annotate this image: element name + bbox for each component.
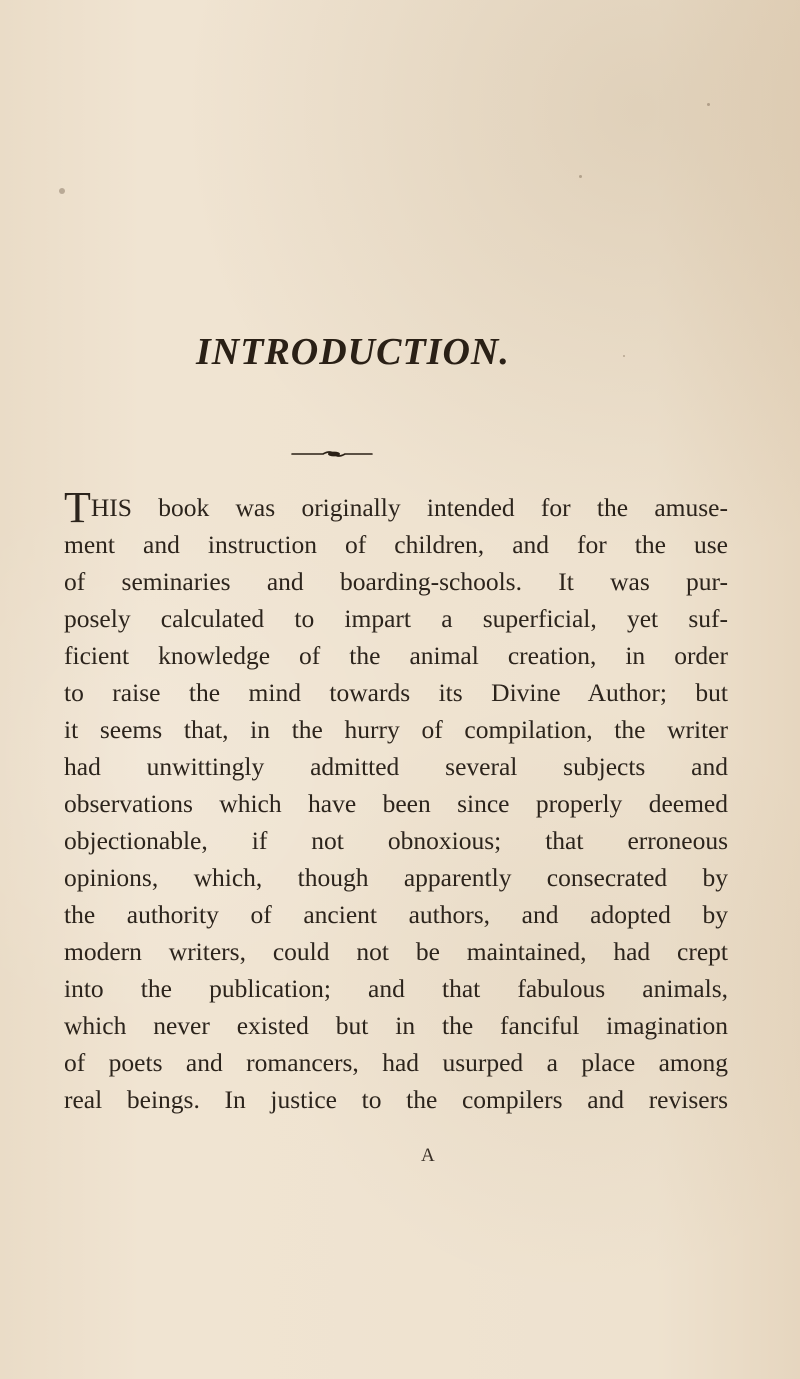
paragraph-first-line (64, 483, 728, 532)
paragraph-line: ment and instruction of children, and for the use (64, 530, 728, 559)
paper-speck-4 (707, 103, 710, 106)
paragraph-line: of poets and romancers, had usurped a place among (64, 1048, 728, 1077)
ornamental-rule (290, 448, 374, 460)
drop-cap-letter: T (64, 483, 91, 532)
paragraph-line: into the publication; and that fabulous animals, (64, 974, 728, 1003)
paragraph-line: posely calculated to impart a superficial, yet suf- (64, 604, 728, 633)
paper-speck-2 (623, 355, 625, 357)
paragraph-line: modern writers, could not be maintained, had crept (64, 937, 728, 966)
paragraph-line: observations which have been since properly deemed (64, 789, 728, 818)
paragraph-line: it seems that, in the hurry of compilation, the writer (64, 715, 728, 744)
first-line-text: HIS book was originally intended for the amuse- (90, 493, 728, 522)
paragraph-line: had unwittingly admitted several subjects and (64, 752, 728, 781)
introduction-paragraph (64, 483, 728, 1118)
paragraph-line: objectionable, if not obnoxious; that erroneous (64, 826, 728, 855)
paragraph-line: to raise the mind towards its Divine Author; but (64, 678, 728, 707)
paragraph-line: opinions, which, though apparently consecrated by (64, 863, 728, 892)
page-title: INTRODUCTION. (196, 331, 510, 373)
paragraph-line: ficient knowledge of the animal creation, in order (64, 641, 728, 670)
paper-speck-1 (59, 188, 65, 194)
paragraph-line: of seminaries and boarding-schools. It was pur- (64, 567, 728, 596)
paper-speck-3 (579, 175, 582, 178)
paragraph-line: which never existed but in the fanciful imagination (64, 1011, 728, 1040)
signature-mark: A (421, 1145, 435, 1166)
paragraph-line: the authority of ancient authors, and adopted by (64, 900, 728, 929)
paragraph-line: real beings. In justice to the compilers and revisers (64, 1085, 728, 1114)
